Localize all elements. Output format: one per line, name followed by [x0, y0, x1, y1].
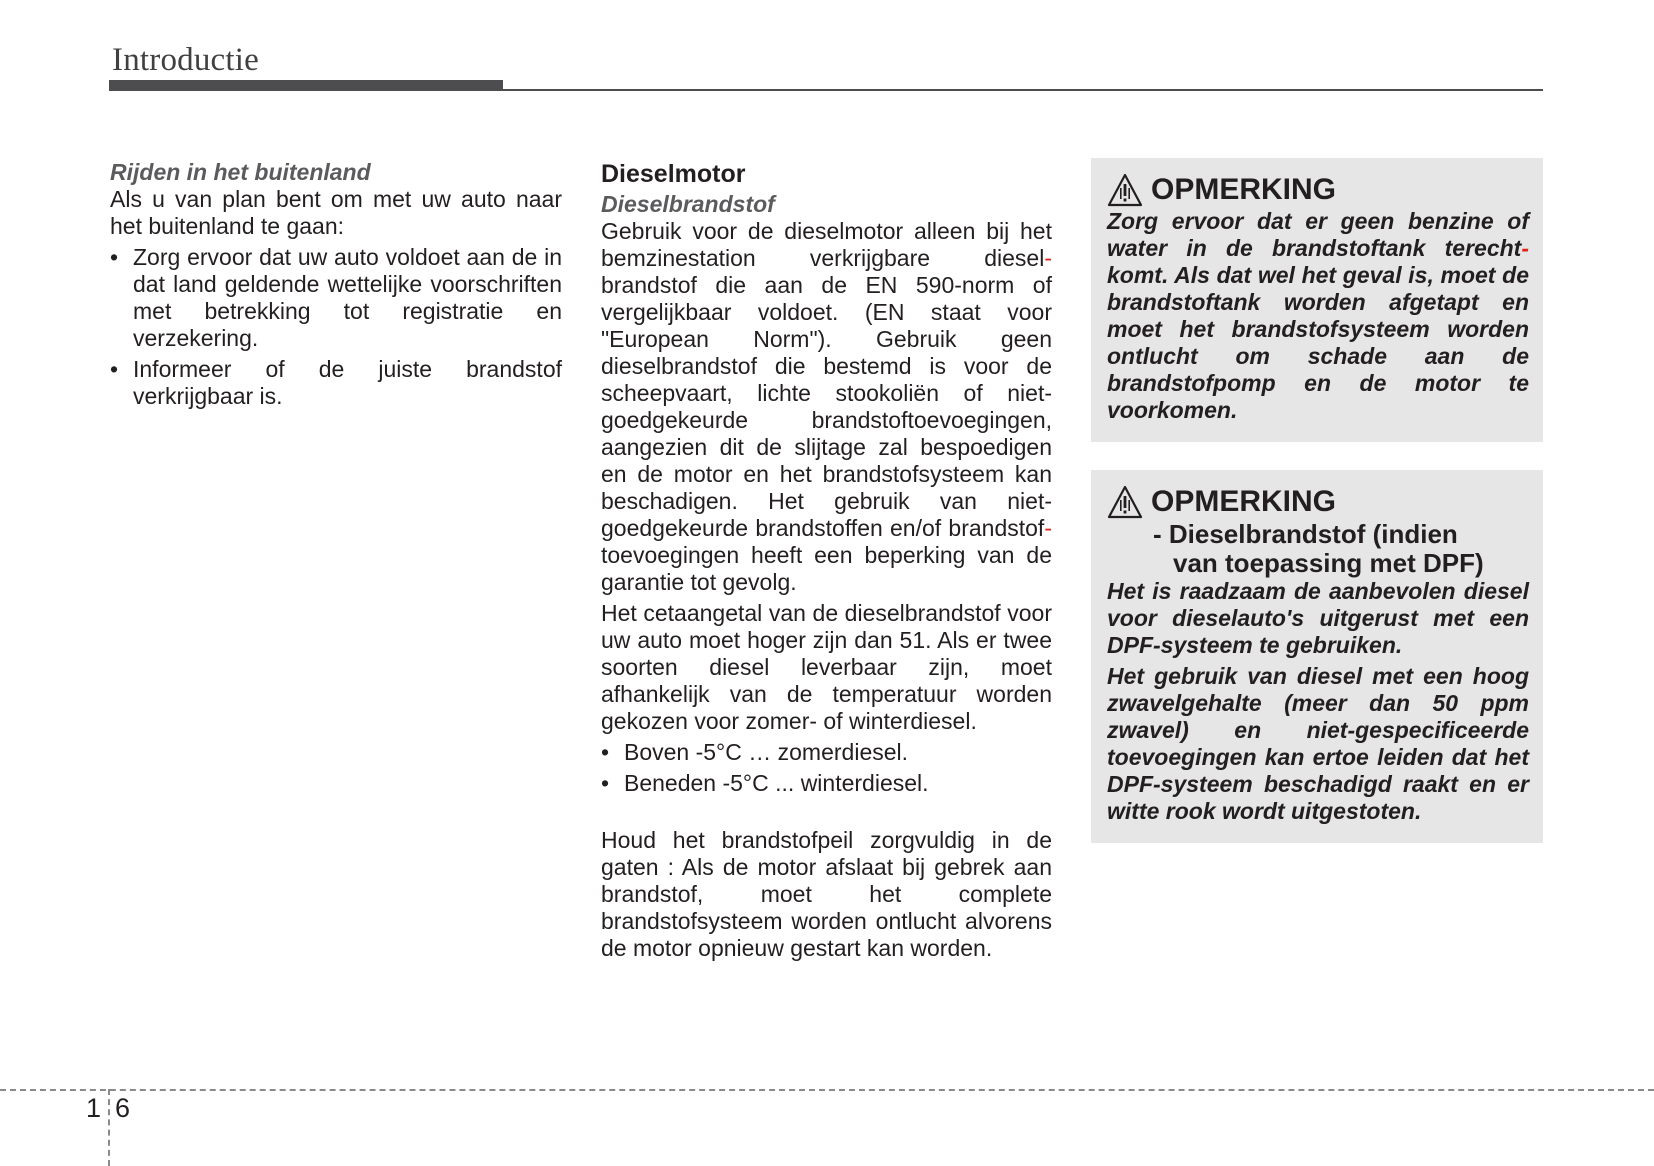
notice-body: Het gebruik van diesel met een hoog zwavelgehalte (meer dan 50 ppm zwavel) en niet-gespecificeerde toevoegingen kan ertoe leiden dat het DPF-systeem beschadigd raakt en er witte rook wordt uitgestoten.: [1107, 663, 1529, 824]
notice-subtitle: [1107, 520, 1529, 578]
paragraph-part: toevoegingen heeft een beperking van de garantie tot gevolg.: [601, 542, 1052, 595]
column-right: [1091, 158, 1543, 843]
paragraph-diesel-fuel: [601, 218, 1052, 596]
paragraph-cetane: Het cetaangetal van de dieselbrandstof voor uw auto moet hoger zijn dan 51. Als er twee soorten diesel leverbaar zijn, moet afhankelijk van de temperatuur worden gekozen voor zomer- of winterdiesel.: [601, 600, 1052, 734]
notice-body-part: Zorg ervoor dat er geen benzine of water in de brandstoftank terecht: [1107, 208, 1529, 261]
notice-subtitle-line: van toepassing met DPF): [1173, 548, 1484, 578]
chapter-number: 1: [86, 1093, 102, 1123]
notice-subtitle-line: - Dieselbrandstof (indien: [1153, 519, 1458, 549]
notice-heading: [1107, 484, 1529, 520]
notice-title: OPMERKING: [1151, 485, 1337, 518]
list-item: [110, 356, 562, 410]
header-bar-thick: [109, 80, 503, 91]
intro-paragraph: Als u van plan bent om met uw auto naar het buitenland te gaan:: [110, 186, 562, 239]
bullet-icon: •: [601, 739, 610, 765]
footer-divider: [0, 1089, 1654, 1091]
section-title-diesel-engine: Dieselmotor: [601, 160, 746, 188]
notice-body-part: komt. Als dat wel het geval is, moet de brandstoftank worden afgetapt en moet het brandstofsysteem worden ontlucht om schade aan de brandstofpomp en de motor te voorkomen.: [1107, 262, 1529, 423]
warning-triangle-icon: [1107, 173, 1143, 207]
red-hyphen: -: [1044, 245, 1052, 271]
notice-box: [1091, 158, 1543, 442]
bullet-icon: •: [110, 244, 119, 270]
notice-title: OPMERKING: [1151, 173, 1337, 206]
subheading-diesel-fuel: Dieselbrandstof: [601, 191, 775, 217]
paragraph-part: Gebruik voor de dieselmotor alleen bij het bemzinestation verkrijgbare diesel: [601, 218, 1052, 271]
footer-page-divider: [108, 1089, 110, 1166]
warning-triangle-icon: [1107, 485, 1143, 519]
red-hyphen: -: [1044, 515, 1052, 541]
list-item-text: Zorg ervoor dat uw auto voldoet aan de in dat land geldende wettelijke voorschriften met betrekking tot registratie en verzekering.: [133, 244, 562, 351]
header-bar-thin: [503, 89, 1543, 91]
notice-heading: [1107, 172, 1529, 208]
bullet-icon: •: [110, 356, 119, 382]
list-item-text: Informeer of de juiste brandstof verkrijgbaar is.: [133, 356, 562, 409]
list-item-text: Beneden -5°C ... winterdiesel.: [624, 770, 929, 796]
header-title: Introductie: [112, 42, 259, 78]
column-middle: [601, 158, 1052, 962]
list-item: [110, 244, 562, 352]
notice-box-dpf: [1091, 470, 1543, 843]
page-number: 6: [115, 1093, 131, 1123]
bullet-icon: •: [601, 770, 610, 796]
notice-body: Het is raadzaam de aanbevolen diesel voor dieselauto's uitgerust met een DPF-systeem te gebruiken.: [1107, 578, 1529, 658]
notice-body: [1107, 208, 1529, 424]
paragraph-part: brandstof die aan de EN 590-norm of vergelijkbaar voldoet. (EN staat voor "European Norm"). Gebruik geen dieselbrandstof die bestemd is voor de scheepvaart, lichte stookoliën of niet-goedgekeurde brandstoftoevoegingen, aangezien dit de slijtage zal bespoedigen en de motor en het brandstofsysteem kan beschadigen. Het gebruik van niet-goedgekeurde brandstoffen en/of brandstof: [601, 272, 1052, 541]
paragraph-fuel-level: Houd het brandstofpeil zorgvuldig in de gaten : Als de motor afslaat bij gebrek aan brandstof, moet het complete brandstofsysteem worden ontlucht alvorens de motor opnieuw gestart kan worden.: [601, 827, 1052, 961]
subheading-driving-abroad: Rijden in het buitenland: [110, 159, 371, 185]
column-left: [110, 158, 562, 410]
list-item: [601, 739, 1052, 766]
red-hyphen: -: [1521, 235, 1529, 261]
list-item-text: Boven -5°C … zomerdiesel.: [624, 739, 909, 765]
list-item: [601, 770, 1052, 797]
